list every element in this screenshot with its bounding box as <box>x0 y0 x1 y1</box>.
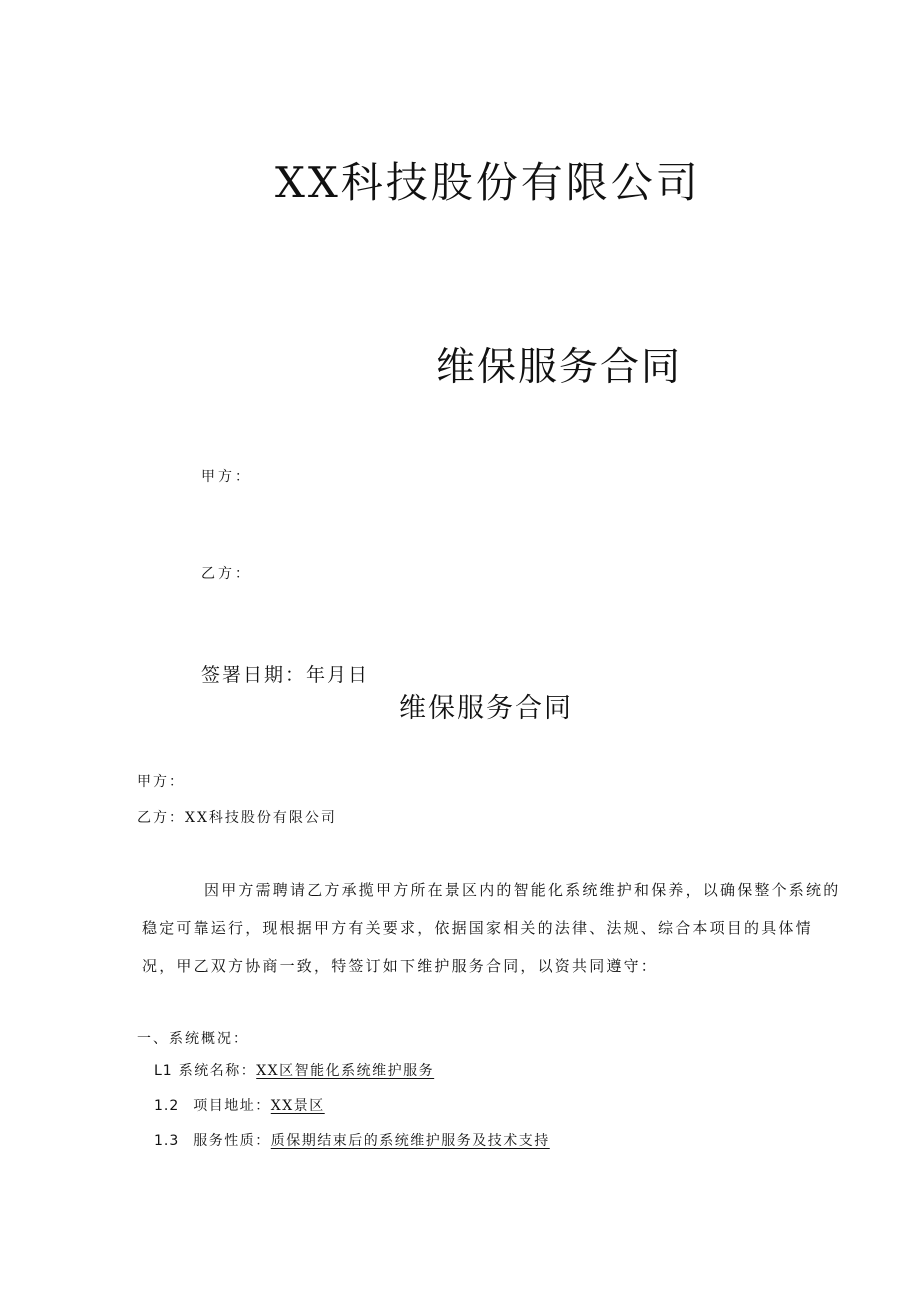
cover-party-a-label: 甲方： <box>201 469 252 485</box>
body-party-a: 甲方： <box>137 774 185 790</box>
cover-contract-title: 维保服务合同 <box>436 345 683 390</box>
item-label: 系统名称： <box>178 1063 257 1079</box>
list-item <box>154 1060 434 1080</box>
item-value: 质保期结束后的系统维护服务及技术支持 <box>270 1133 550 1149</box>
item-number: 1.2 <box>154 1098 180 1114</box>
list-item <box>154 1130 550 1150</box>
body-party-b: 乙方：XX科技股份有限公司 <box>137 810 337 826</box>
company-title: XX科技股份有限公司 <box>275 158 701 207</box>
intro-paragraph-line: 稳定可靠运行，现根据甲方有关要求，依据国家相关的法律、法规、综合本项目的具体情 <box>142 919 813 937</box>
intro-paragraph-line: 因甲方需聘请乙方承揽甲方所在景区内的智能化系统维护和保养，以确保整个系统的 <box>204 881 841 899</box>
item-label: 服务性质： <box>193 1133 271 1149</box>
item-number: L1 <box>154 1063 173 1079</box>
cover-sign-date: 签署日期：年月日 <box>201 664 370 686</box>
intro-paragraph-line: 况，甲乙双方协商一致，特签订如下维护服务合同，以资共同遵守： <box>142 957 659 975</box>
list-item <box>154 1095 325 1115</box>
section-heading: 一、系统概况： <box>137 1031 249 1047</box>
item-value: XX景区 <box>270 1098 325 1114</box>
item-label: 项目地址： <box>193 1098 271 1114</box>
item-number: 1.3 <box>154 1133 180 1149</box>
item-value: XX区智能化系统维护服务 <box>256 1063 435 1079</box>
body-contract-title: 维保服务合同 <box>399 693 573 724</box>
cover-party-b-label: 乙方： <box>201 566 252 582</box>
